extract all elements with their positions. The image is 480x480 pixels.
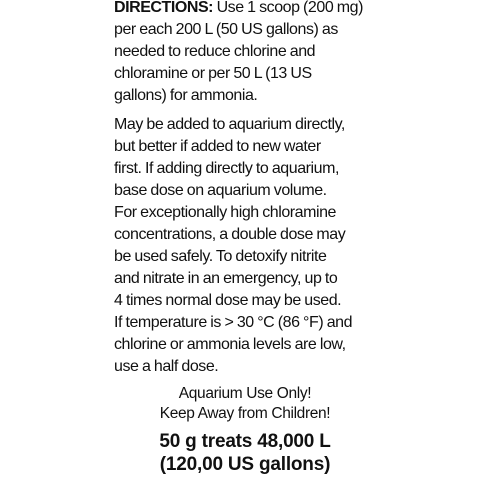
usage-line: May be added to aquarium directly, bbox=[114, 116, 345, 133]
usage-line: If temperature is > 30 °C (86 °F) and bbox=[114, 314, 353, 331]
directions-line-1 bbox=[114, 0, 376, 19]
usage-line: concentrations, a double dose may bbox=[114, 226, 346, 243]
warning-aquarium-use: Aquarium Use Only! bbox=[178, 385, 312, 402]
warning-notice bbox=[114, 384, 376, 424]
usage-line: 4 times normal dose may be used. bbox=[114, 292, 342, 309]
directions-line: needed to reduce chlorine and bbox=[114, 43, 316, 60]
directions-line: gallons) for ammonia. bbox=[114, 87, 258, 104]
directions-paragraph bbox=[114, 0, 376, 107]
treats-capacity bbox=[114, 430, 376, 476]
usage-paragraph bbox=[114, 114, 376, 378]
usage-line: chlorine or ammonia levels are low, bbox=[114, 336, 346, 353]
usage-line: base dose on aquarium volume. bbox=[114, 182, 327, 199]
directions-heading: DIRECTIONS: bbox=[114, 0, 214, 16]
treats-liters: 50 g treats 48,000 L bbox=[159, 431, 331, 452]
usage-line: use a half dose. bbox=[114, 358, 219, 375]
usage-line: first. If adding directly to aquarium, bbox=[114, 160, 339, 177]
treats-gallons: (120,00 US gallons) bbox=[159, 454, 331, 475]
usage-line: For exceptionally high chloramine bbox=[114, 204, 336, 221]
directions-text: Use 1 scoop (200 mg) bbox=[216, 0, 363, 16]
directions-line: chloramine or per 50 L (13 US bbox=[114, 65, 312, 82]
usage-line: but better if added to new water bbox=[114, 138, 321, 155]
warning-children: Keep Away from Children! bbox=[159, 405, 331, 422]
usage-line: be used safely. To detoxify nitrite bbox=[114, 248, 327, 265]
directions-line: per each 200 L (50 US gallons) as bbox=[114, 21, 338, 38]
usage-line: and nitrate in an emergency, up to bbox=[114, 270, 338, 287]
